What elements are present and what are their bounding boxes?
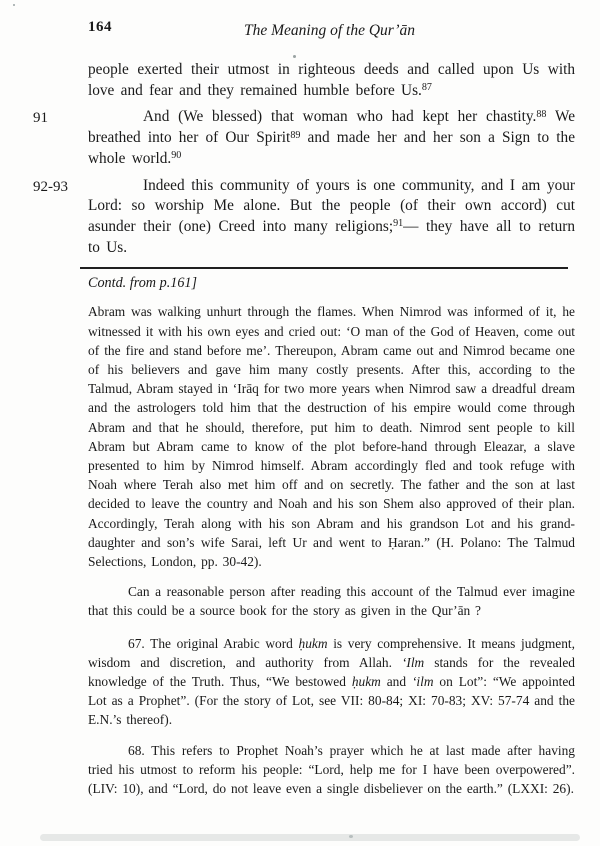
page-number: 164 — [88, 19, 112, 35]
verse-number: 92-93 — [33, 178, 68, 195]
verse-text: And (We blessed) that woman who had kept her chastity.$^{88}$ We breathed into her of Our Spirit$^{89}$ and made her and her son a Sign to the whole world.$^{90}$ — [88, 108, 575, 167]
verse-paragraph-92-93 — [33, 176, 575, 259]
verse-number: 91 — [33, 110, 48, 127]
scan-speck — [293, 55, 296, 58]
scan-speck — [13, 4, 15, 6]
verse-text: people exerted their utmost in righteous deeds and called upon Us with love and fear and they remained humble before Us.$^{87}$ — [88, 61, 575, 99]
footnote-paragraph-talmud: Abram was walking unhurt through the flames. When Nimrod was informed of it, he witnessed it with his own eyes and cried out: ‘O man of the God of Heaven, come out of the fire and stand before me’. Thereupon, Abram came out and Nimrod became one of his believers and gave him many costly presents. After this, according to the Talmud, Abram stayed in ‘Irāq for two more years when Nimrod saw a dreadful dream and the astrologers told him that the destruction of his empire would come through Abram and that he should, therefore, put him to death. Nimrod sent people to kill Abram but Abram came to know of the plot before-hand through Eleazar, a slave presented to him by Nimrod himself. Abram accordingly fled and took refuge with Noah where Terah also met him off and on secretly. The father and the son at last decided to leave the country and Noah and his son Shem also approved of their plan. Accordingly, Terah along with his son Abram and his grandson Lot and his grand-daughter and son’s wife Sarai, left Ur and went to Ḥaran.” (H. Polano: The Talmud Selections, London, pp. 30-42). — [88, 304, 575, 569]
footnote-paragraph-67: 67. The original Arabic word ḥukm is very comprehensive. It means judgment, wisdom and discretion, and authority from Allah. ‘Ilm stands for the revealed knowledge of the Truth. Thus, “We bestowed ḥukm and ‘ilm on Lot”: “We appointed Lot as a Prophet”. (For the story of Lot, see VII: 80-84; XI: 70-83; XV: 57-74 and the E.N.’s thereof). — [88, 635, 576, 728]
verse-paragraph-continuation — [88, 60, 575, 101]
footnote-separator-rule — [80, 267, 568, 269]
footnote-paragraph-68: 68. This refers to Prophet Noah’s prayer which he at last made after having tried his utmost to reform his people: “Lord, help me for I have been overpowered”. (LIV: 10), and “Lord, do not leave even a single disbeliever on the earth.” (LXXI: 26). — [88, 742, 575, 796]
running-title: The Meaning of the Qur’ān — [244, 22, 416, 39]
footnote-paragraph-question: Can a reasonable person after reading this account of the Talmud ever imagine that this could be a source book for the story as given in the Qur’ān ? — [88, 584, 575, 619]
scan-edge-shadow — [40, 834, 580, 841]
page-header — [88, 18, 575, 46]
footnote-contd-label: Contd. from p.161] — [88, 275, 198, 292]
verse-text: Indeed this community of yours is one community, and I am your Lord: so worship Me alone. But the people (of their own accord) cut asunder their (one) Creed into many religions;$^{91}$— they have all to return to Us. — [88, 176, 575, 256]
verse-paragraph-91 — [33, 107, 575, 169]
